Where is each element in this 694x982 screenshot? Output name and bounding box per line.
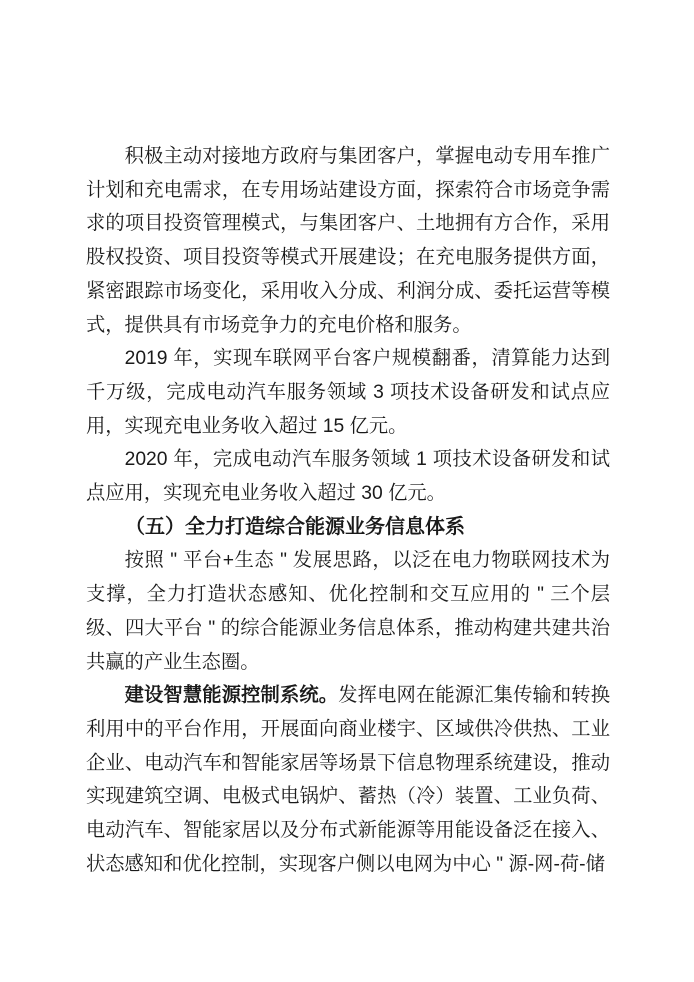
paragraph-charging-business: 积极主动对接地方政府与集团客户，掌握电动专用车推广计划和充电需求，在专用场站建设方面，探索符合市场竞争需求的项目投资管理模式，与集团客户、土地拥有方合作，采用股权投资、项目投资等模式开展建设；在充电服务提供方面，紧密跟踪市场变化，采用收入分成、利润分成、委托运营等模式，提供具有市场竞争力的充电价格和服务。	[86, 146, 610, 336]
paragraph-2020-goals: 2020 年，完成电动汽车服务领域 1 项技术设备研发和试点应用，实现充电业务收入超过 30 亿元。	[86, 449, 610, 505]
section-heading: （五）全力打造综合能源业务信息体系	[125, 515, 465, 538]
paragraph-bold-lead: 建设智慧能源控制系统。	[124, 685, 339, 707]
paragraph-platform-ecology: 按照 " 平台+生态 " 发展思路，以泛在电力物联网技术为支撑，全力打造状态感知、优化控制和交互应用的 " 三个层级、四大平台 " 的综合能源业务信息体系，推动构建共建共治共赢的产业生态圈。	[86, 550, 610, 673]
paragraph-2019-goals: 2019 年，实现车联网平台客户规模翻番，清算能力达到千万级，完成电动汽车服务领域 3 项技术设备研发和试点应用，实现充电业务收入超过 15 亿元。	[86, 348, 610, 437]
page-content	[86, 140, 610, 881]
paragraph-smart-energy-control	[86, 679, 610, 881]
paragraph-body-text: 发挥电网在能源汇集传输和转换利用中的平台作用，开展面向商业楼宇、区域供冷供热、工业企业、电动汽车和智能家居等场景下信息物理系统建设，推动实现建筑空调、电极式电锅炉、蓄热（冷）装置、工业负荷、电动汽车、智能家居以及分布式新能源等用能设备泛在接入、状态感知和优化控制，实现客户侧以电网为中心 " 源-网-荷-储	[86, 685, 610, 875]
